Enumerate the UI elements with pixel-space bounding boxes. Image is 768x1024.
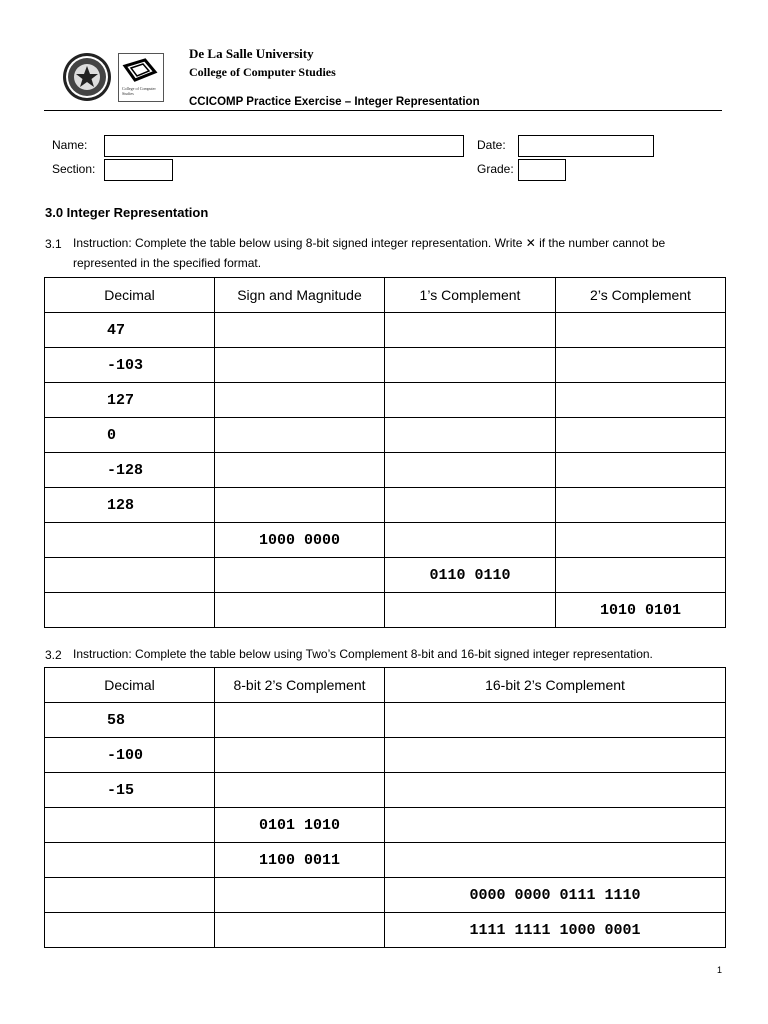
answer-cell[interactable] xyxy=(556,453,726,488)
answer-cell[interactable] xyxy=(385,703,726,738)
table-row xyxy=(45,418,726,453)
decimal-cell: 128 xyxy=(45,488,215,523)
given-binary-cell: 0000 0000 0111 1110 xyxy=(385,878,726,913)
given-binary-cell: 1010 0101 xyxy=(556,593,726,628)
table-row xyxy=(45,738,726,773)
answer-cell[interactable] xyxy=(45,593,215,628)
table-row xyxy=(45,383,726,418)
q1-instruction-line1: Instruction: Complete the table below using 8-bit signed integer representation. Write ✕ if the number cannot be xyxy=(73,236,666,250)
q1-header-sign-magnitude: Sign and Magnitude xyxy=(215,278,385,313)
answer-cell[interactable] xyxy=(215,773,385,808)
answer-cell[interactable] xyxy=(45,523,215,558)
table-row xyxy=(45,558,726,593)
table-row xyxy=(45,878,726,913)
name-field[interactable] xyxy=(104,135,464,157)
answer-cell[interactable] xyxy=(215,593,385,628)
answer-cell[interactable] xyxy=(215,418,385,453)
answer-cell[interactable] xyxy=(556,313,726,348)
answer-cell[interactable] xyxy=(385,418,556,453)
q1-header-row xyxy=(45,278,726,313)
table-row xyxy=(45,913,726,948)
q2-header-decimal: Decimal xyxy=(45,668,215,703)
decimal-cell: 47 xyxy=(45,313,215,348)
answer-cell[interactable] xyxy=(385,593,556,628)
table-row xyxy=(45,593,726,628)
answer-cell[interactable] xyxy=(215,488,385,523)
date-label: Date: xyxy=(477,138,506,152)
q2-instruction: Instruction: Complete the table below using Two’s Complement 8-bit and 16-bit signed integer representation. xyxy=(73,647,653,661)
table-row xyxy=(45,808,726,843)
given-binary-cell: 1100 0011 xyxy=(215,843,385,878)
answer-cell[interactable] xyxy=(556,523,726,558)
decimal-cell: 0 xyxy=(45,418,215,453)
answer-cell[interactable] xyxy=(385,808,726,843)
answer-cell[interactable] xyxy=(385,523,556,558)
answer-cell[interactable] xyxy=(385,383,556,418)
answer-cell[interactable] xyxy=(556,348,726,383)
table-row xyxy=(45,773,726,808)
university-seal-logo xyxy=(62,52,112,102)
answer-cell[interactable] xyxy=(215,738,385,773)
decimal-cell: -100 xyxy=(45,738,215,773)
answer-cell[interactable] xyxy=(45,878,215,913)
q2-number: 3.2 xyxy=(45,648,62,662)
section-title: 3.0 Integer Representation xyxy=(45,205,209,220)
college-name: College of Computer Studies xyxy=(189,65,336,79)
answer-cell[interactable] xyxy=(215,383,385,418)
exercise-title: CCICOMP Practice Exercise – Integer Representation xyxy=(189,96,480,108)
q1-header-decimal: Decimal xyxy=(45,278,215,313)
table-row xyxy=(45,523,726,558)
answer-cell[interactable] xyxy=(385,313,556,348)
answer-cell[interactable] xyxy=(556,558,726,593)
q1-table xyxy=(44,277,726,628)
answer-cell[interactable] xyxy=(385,453,556,488)
header-divider xyxy=(44,110,722,111)
page-number: 1 xyxy=(717,965,723,975)
answer-cell[interactable] xyxy=(215,703,385,738)
section-field[interactable] xyxy=(104,159,173,181)
table-row xyxy=(45,703,726,738)
q2-table xyxy=(44,667,726,948)
answer-cell[interactable] xyxy=(556,418,726,453)
section-label: Section: xyxy=(52,162,96,176)
q1-instruction-line2: represented in the specified format. xyxy=(73,256,262,270)
given-binary-cell: 0101 1010 xyxy=(215,808,385,843)
answer-cell[interactable] xyxy=(215,348,385,383)
answer-cell[interactable] xyxy=(215,913,385,948)
decimal-cell: -15 xyxy=(45,773,215,808)
q1-number: 3.1 xyxy=(45,237,62,251)
answer-cell[interactable] xyxy=(385,738,726,773)
answer-cell[interactable] xyxy=(556,383,726,418)
table-row xyxy=(45,348,726,383)
answer-cell[interactable] xyxy=(215,878,385,913)
table-row xyxy=(45,453,726,488)
q2-header-row xyxy=(45,668,726,703)
table-row xyxy=(45,313,726,348)
answer-cell[interactable] xyxy=(556,488,726,523)
answer-cell[interactable] xyxy=(45,558,215,593)
answer-cell[interactable] xyxy=(385,488,556,523)
given-binary-cell: 1111 1111 1000 0001 xyxy=(385,913,726,948)
answer-cell[interactable] xyxy=(385,348,556,383)
name-label: Name: xyxy=(52,138,88,152)
q1-instruction xyxy=(73,233,733,273)
decimal-cell: 127 xyxy=(45,383,215,418)
decimal-cell: -128 xyxy=(45,453,215,488)
ccs-emblem-icon xyxy=(121,56,161,86)
table-row xyxy=(45,488,726,523)
ccs-logo-text: College of Computer Studies xyxy=(122,86,156,96)
answer-cell[interactable] xyxy=(45,913,215,948)
university-name: De La Salle University xyxy=(189,46,314,61)
grade-label: Grade: xyxy=(477,162,514,176)
table-row xyxy=(45,843,726,878)
answer-cell[interactable] xyxy=(215,453,385,488)
date-field[interactable] xyxy=(518,135,654,157)
answer-cell[interactable] xyxy=(385,773,726,808)
decimal-cell: -103 xyxy=(45,348,215,383)
q2-header-16bit: 16-bit 2’s Complement xyxy=(385,668,726,703)
answer-cell[interactable] xyxy=(215,313,385,348)
decimal-cell: 58 xyxy=(45,703,215,738)
answer-cell[interactable] xyxy=(215,558,385,593)
answer-cell[interactable] xyxy=(45,843,215,878)
ccs-logo xyxy=(118,53,164,102)
given-binary-cell: 1000 0000 xyxy=(215,523,385,558)
grade-field[interactable] xyxy=(518,159,566,181)
q1-header-twos-complement: 2’s Complement xyxy=(556,278,726,313)
answer-cell[interactable] xyxy=(385,843,726,878)
q1-header-ones-complement: 1’s Complement xyxy=(385,278,556,313)
answer-cell[interactable] xyxy=(45,808,215,843)
given-binary-cell: 0110 0110 xyxy=(385,558,556,593)
q2-header-8bit: 8-bit 2’s Complement xyxy=(215,668,385,703)
